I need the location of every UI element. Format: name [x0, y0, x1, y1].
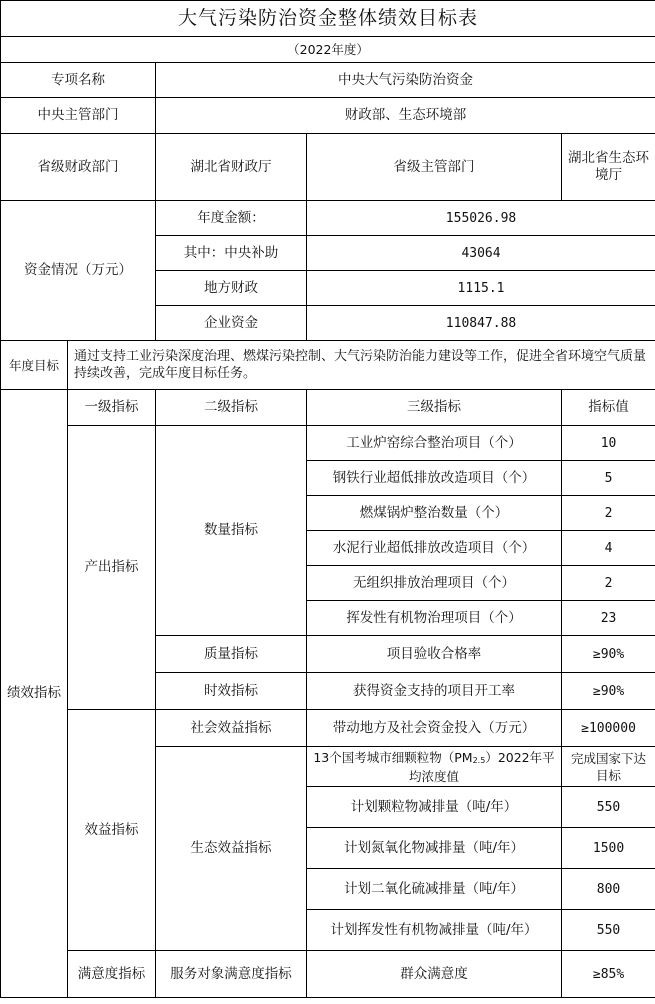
indicator-value: 2 [562, 496, 655, 531]
table-row [1, 951, 655, 998]
project-value: 中央大气污染防治资金 [156, 63, 655, 98]
central-dept-row [1, 98, 655, 134]
indicator-value: ≥85% [562, 951, 655, 998]
funds-label: 资金情况（万元） [1, 201, 156, 341]
quality-label: 质量指标 [156, 636, 307, 673]
title-row [1, 1, 655, 37]
indicator-name: 工业炉窑综合整治项目（个） [307, 426, 562, 461]
indicator-value: 4 [562, 531, 655, 566]
funds-item-value: 43064 [307, 236, 655, 271]
indicator-value: 完成国家下达目标 [562, 747, 655, 787]
satisfaction-level2: 服务对象满意度指标 [156, 951, 307, 998]
annual-goal-row [1, 341, 655, 390]
funds-item-label: 企业资金 [156, 306, 307, 341]
indicator-value: 800 [562, 869, 655, 910]
year-row [1, 37, 655, 63]
indicator-name: 水泥行业超低排放改造项目（个） [307, 531, 562, 566]
header-row [1, 390, 655, 426]
prov-dept-label: 省级主管部门 [307, 134, 562, 201]
funds-item-value: 1115.1 [307, 271, 655, 306]
annual-goal-label: 年度目标 [1, 341, 68, 390]
prov-dept-value: 湖北省生态环境厅 [562, 134, 655, 201]
province-row [1, 134, 655, 201]
pm-text-pre: 13个国考城市细颗粒物（PM [313, 749, 473, 765]
table-row [1, 426, 655, 461]
social-label: 社会效益指标 [156, 710, 307, 747]
indicator-name: 带动地方及社会资金投入（万元） [307, 710, 562, 747]
indicator-value: ≥90% [562, 673, 655, 710]
benefit-label: 效益指标 [68, 710, 156, 951]
fiscal-year: （2022年度） [1, 37, 655, 63]
indicator-value: 23 [562, 601, 655, 636]
header-value: 指标值 [562, 390, 655, 426]
table-row [1, 710, 655, 747]
funds-row [1, 201, 655, 236]
header-level2: 二级指标 [156, 390, 307, 426]
pm-subscript: 2.5 [472, 755, 486, 765]
funds-item-value: 155026.98 [307, 201, 655, 236]
indicator-value: 550 [562, 787, 655, 828]
indicator-name: 钢铁行业超低排放改造项目（个） [307, 461, 562, 496]
prov-finance-label: 省级财政部门 [1, 134, 156, 201]
project-row [1, 63, 655, 98]
funds-item-label: 年度金额： [156, 201, 307, 236]
quantity-label: 数量指标 [156, 426, 307, 636]
funds-item-label: 地方财政 [156, 271, 307, 306]
central-dept-label: 中央主管部门 [1, 98, 156, 134]
indicator-value: ≥100000 [562, 710, 655, 747]
indicator-name: 无组织排放治理项目（个） [307, 566, 562, 601]
indicator-name: 计划颗粒物减排量（吨/年） [307, 787, 562, 828]
project-label: 专项名称 [1, 63, 156, 98]
page-title: 大气污染防治资金整体绩效目标表 [1, 1, 655, 37]
timeliness-label: 时效指标 [156, 673, 307, 710]
indicator-name: 计划二氧化硫减排量（吨/年） [307, 869, 562, 910]
indicator-name: 燃煤锅炉整治数量（个） [307, 496, 562, 531]
eco-label: 生态效益指标 [156, 747, 307, 951]
funds-item-label: 其中：中央补助 [156, 236, 307, 271]
indicator-name: 挥发性有机物治理项目（个） [307, 601, 562, 636]
performance-label: 绩效指标 [1, 390, 68, 998]
indicator-value: 2 [562, 566, 655, 601]
annual-goal-text: 通过支持工业污染深度治理、燃煤污染控制、大气污染防治能力建设等工作，促进全省环境空气质量持续改善，完成年度目标任务。 [68, 341, 655, 390]
indicator-value: 1500 [562, 828, 655, 869]
central-dept-value: 财政部、生态环境部 [156, 98, 655, 134]
indicator-value: 5 [562, 461, 655, 496]
header-level1: 一级指标 [68, 390, 156, 426]
funds-item-value: 110847.88 [307, 306, 655, 341]
indicator-name: 获得资金支持的项目开工率 [307, 673, 562, 710]
indicator-value: 550 [562, 910, 655, 951]
indicator-value: 10 [562, 426, 655, 461]
indicator-name [307, 747, 562, 787]
indicator-name: 计划氮氧化物减排量（吨/年） [307, 828, 562, 869]
pm-text-post: ）2022年平均浓度值 [408, 749, 555, 784]
indicator-name: 项目验收合格率 [307, 636, 562, 673]
indicator-name: 计划挥发性有机物减排量（吨/年） [307, 910, 562, 951]
output-label: 产出指标 [68, 426, 156, 710]
satisfaction-label: 满意度指标 [68, 951, 156, 998]
indicator-name: 群众满意度 [307, 951, 562, 998]
header-level3: 三级指标 [307, 390, 562, 426]
prov-finance-value: 湖北省财政厅 [156, 134, 307, 201]
indicator-value: ≥90% [562, 636, 655, 673]
